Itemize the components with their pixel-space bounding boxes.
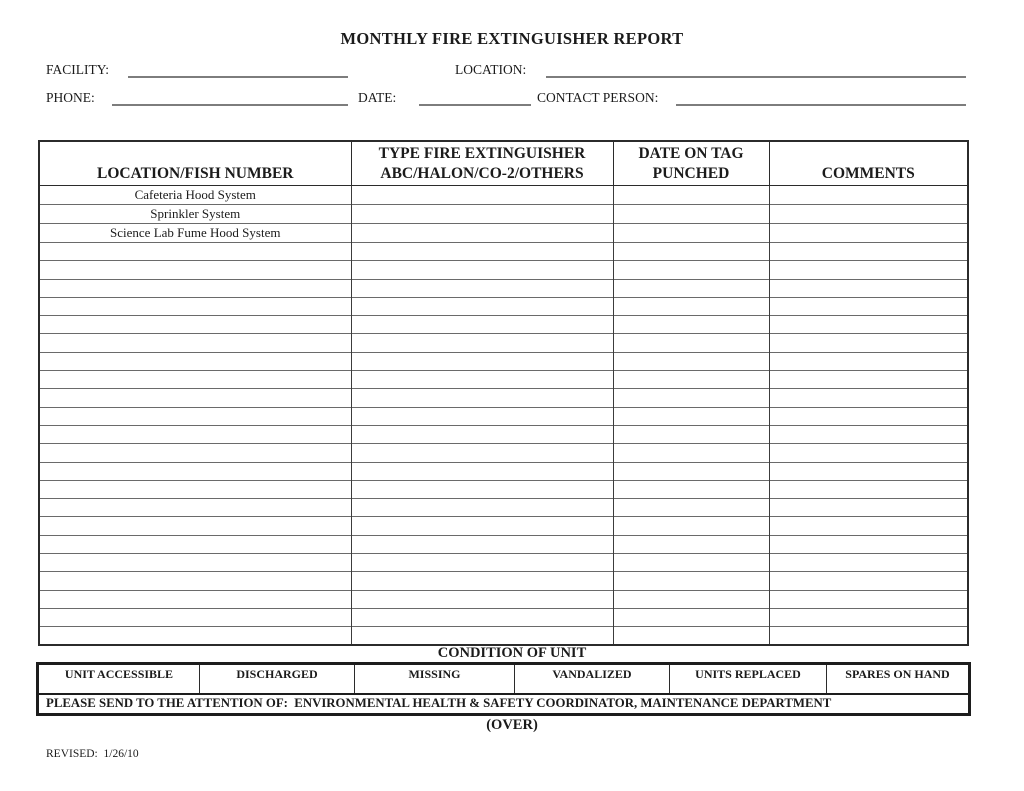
cell-date-punched — [613, 517, 769, 535]
cell-type — [351, 334, 613, 352]
cell-date-punched — [613, 425, 769, 443]
cell-type — [351, 261, 613, 279]
extinguisher-table-row — [39, 352, 968, 370]
over-label: (OVER) — [486, 717, 538, 733]
extinguisher-table-row — [39, 334, 968, 352]
extinguisher-table-row — [39, 224, 968, 243]
cell-date-punched — [613, 186, 769, 205]
cell-date-punched — [613, 316, 769, 334]
cell-type — [351, 224, 613, 243]
condition-col-unit-accessible: UNIT ACCESSIBLE — [38, 664, 200, 694]
cell-location — [39, 517, 351, 535]
cell-comments — [769, 279, 968, 297]
extinguisher-table-row — [39, 425, 968, 443]
cell-date-punched — [613, 334, 769, 352]
facility-label: FACILITY: — [46, 62, 110, 77]
cell-location: Cafeteria Hood System — [39, 186, 351, 205]
attention-note: PLEASE SEND TO THE ATTENTION OF: ENVIRONMENTAL HEALTH & SAFETY COORDINATOR, MAINTENANCE DEPARTMENT — [38, 694, 970, 715]
cell-comments — [769, 389, 968, 407]
cell-date-punched — [613, 389, 769, 407]
cell-comments — [769, 535, 968, 553]
cell-location — [39, 316, 351, 334]
cell-date-punched — [613, 535, 769, 553]
cell-comments — [769, 444, 968, 462]
cell-date-punched — [613, 243, 769, 261]
extinguisher-table-row — [39, 261, 968, 279]
cell-location — [39, 371, 351, 389]
cell-type — [351, 297, 613, 315]
cell-location — [39, 480, 351, 498]
extinguisher-table-row — [39, 517, 968, 535]
extinguisher-table-row — [39, 554, 968, 572]
cell-type — [351, 352, 613, 370]
cell-location — [39, 462, 351, 480]
cell-comments — [769, 316, 968, 334]
cell-type — [351, 444, 613, 462]
attention-note-row — [38, 694, 970, 715]
cell-comments — [769, 352, 968, 370]
extinguisher-table-row — [39, 444, 968, 462]
cell-location — [39, 444, 351, 462]
cell-type — [351, 627, 613, 645]
cell-comments — [769, 462, 968, 480]
cell-date-punched — [613, 444, 769, 462]
extinguisher-table-row — [39, 389, 968, 407]
extinguisher-table-row — [39, 316, 968, 334]
extinguisher-table — [38, 140, 969, 646]
cell-type — [351, 186, 613, 205]
cell-date-punched — [613, 371, 769, 389]
cell-type — [351, 243, 613, 261]
cell-type — [351, 480, 613, 498]
col-header-date-on-tag-punched — [613, 141, 769, 186]
col-header-location-fish-number: LOCATION/FISH NUMBER — [39, 141, 351, 186]
cell-location: Science Lab Fume Hood System — [39, 224, 351, 243]
cell-comments — [769, 425, 968, 443]
condition-col-missing: MISSING — [355, 664, 515, 694]
cell-location — [39, 261, 351, 279]
cell-comments — [769, 186, 968, 205]
extinguisher-table-row — [39, 480, 968, 498]
extinguisher-table-row — [39, 243, 968, 261]
phone-blank-line — [112, 104, 348, 106]
cell-comments — [769, 297, 968, 315]
cell-comments — [769, 205, 968, 224]
location-blank-line — [546, 76, 966, 78]
cell-comments — [769, 480, 968, 498]
cell-type — [351, 205, 613, 224]
page-title: MONTHLY FIRE EXTINGUISHER REPORT — [340, 29, 684, 48]
condition-of-unit-table — [36, 662, 971, 716]
extinguisher-table-row — [39, 535, 968, 553]
cell-date-punched — [613, 352, 769, 370]
cell-date-punched — [613, 480, 769, 498]
cell-location — [39, 572, 351, 590]
extinguisher-table-row — [39, 407, 968, 425]
col-header-type-line1: TYPE FIRE EXTINGUISHER — [378, 145, 586, 162]
col-header-comments: COMMENTS — [769, 141, 968, 186]
extinguisher-table-row — [39, 627, 968, 645]
cell-date-punched — [613, 279, 769, 297]
cell-type — [351, 517, 613, 535]
contact-person-label: CONTACT PERSON: — [537, 90, 659, 105]
cell-comments — [769, 334, 968, 352]
extinguisher-table-row — [39, 279, 968, 297]
date-label: DATE: — [358, 90, 397, 105]
cell-date-punched — [613, 261, 769, 279]
extinguisher-table-row — [39, 297, 968, 315]
cell-location — [39, 608, 351, 626]
cell-type — [351, 371, 613, 389]
cell-type — [351, 608, 613, 626]
cell-location — [39, 334, 351, 352]
cell-location — [39, 407, 351, 425]
phone-label: PHONE: — [46, 90, 95, 105]
cell-comments — [769, 224, 968, 243]
cell-date-punched — [613, 205, 769, 224]
cell-location — [39, 554, 351, 572]
cell-comments — [769, 407, 968, 425]
cell-comments — [769, 627, 968, 645]
cell-location — [39, 389, 351, 407]
cell-type — [351, 535, 613, 553]
cell-location — [39, 627, 351, 645]
condition-col-discharged: DISCHARGED — [200, 664, 355, 694]
condition-col-vandalized: VANDALIZED — [515, 664, 670, 694]
revised-label: REVISED: 1/26/10 — [46, 748, 139, 760]
cell-type — [351, 554, 613, 572]
col-header-type-fire-extinguisher — [351, 141, 613, 186]
cell-comments — [769, 554, 968, 572]
extinguisher-table-row — [39, 205, 968, 224]
condition-header-row — [38, 664, 970, 694]
condition-col-units-replaced: UNITS REPLACED — [670, 664, 827, 694]
cell-location — [39, 297, 351, 315]
cell-date-punched — [613, 297, 769, 315]
cell-date-punched — [613, 407, 769, 425]
cell-location: Sprinkler System — [39, 205, 351, 224]
cell-location — [39, 499, 351, 517]
cell-date-punched — [613, 590, 769, 608]
cell-location — [39, 243, 351, 261]
cell-date-punched — [613, 224, 769, 243]
extinguisher-table-row — [39, 462, 968, 480]
cell-type — [351, 316, 613, 334]
extinguisher-table-body — [39, 186, 968, 646]
cell-location — [39, 352, 351, 370]
cell-comments — [769, 572, 968, 590]
cell-type — [351, 572, 613, 590]
extinguisher-table-row — [39, 608, 968, 626]
cell-comments — [769, 517, 968, 535]
cell-comments — [769, 499, 968, 517]
cell-type — [351, 425, 613, 443]
extinguisher-table-header-row — [39, 141, 968, 186]
cell-date-punched — [613, 554, 769, 572]
extinguisher-table-row — [39, 499, 968, 517]
extinguisher-table-row — [39, 371, 968, 389]
extinguisher-table-row — [39, 186, 968, 205]
condition-of-unit-title: CONDITION OF UNIT — [437, 645, 587, 661]
cell-date-punched — [613, 627, 769, 645]
condition-col-spares-on-hand: SPARES ON HAND — [827, 664, 970, 694]
cell-type — [351, 590, 613, 608]
cell-comments — [769, 590, 968, 608]
extinguisher-table-row — [39, 572, 968, 590]
col-header-type-line2: ABC/HALON/CO-2/OTHERS — [380, 165, 584, 182]
cell-comments — [769, 371, 968, 389]
cell-type — [351, 462, 613, 480]
extinguisher-table-row — [39, 590, 968, 608]
date-blank-line — [419, 104, 531, 106]
cell-location — [39, 425, 351, 443]
cell-type — [351, 407, 613, 425]
col-header-date-line1: DATE ON TAG — [638, 145, 744, 162]
cell-comments — [769, 608, 968, 626]
col-header-date-line2: PUNCHED — [652, 165, 730, 182]
cell-location — [39, 279, 351, 297]
cell-location — [39, 590, 351, 608]
cell-date-punched — [613, 572, 769, 590]
cell-date-punched — [613, 608, 769, 626]
cell-location — [39, 535, 351, 553]
facility-blank-line — [128, 76, 348, 78]
cell-type — [351, 389, 613, 407]
cell-comments — [769, 261, 968, 279]
cell-date-punched — [613, 499, 769, 517]
cell-type — [351, 499, 613, 517]
cell-comments — [769, 243, 968, 261]
contact-person-blank-line — [676, 104, 966, 106]
cell-date-punched — [613, 462, 769, 480]
cell-type — [351, 279, 613, 297]
location-label: LOCATION: — [455, 62, 527, 77]
